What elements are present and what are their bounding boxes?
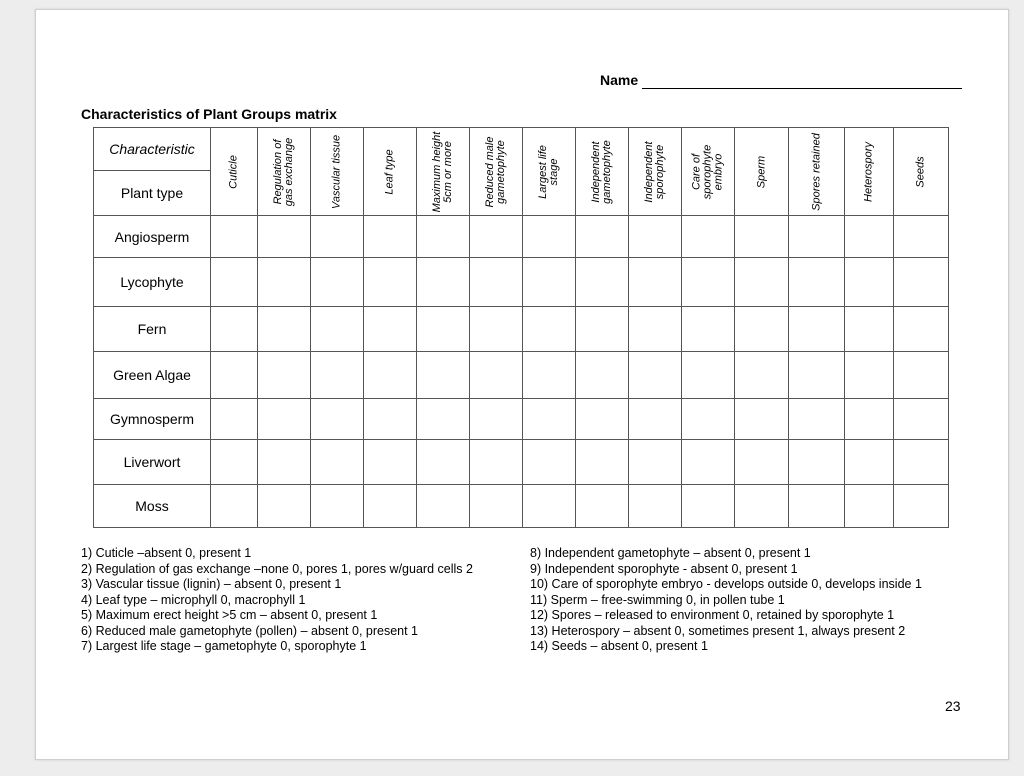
table-row bbox=[94, 216, 949, 258]
column-header bbox=[789, 128, 845, 216]
column-header-label: Regulation of gas exchange bbox=[272, 137, 295, 206]
legend-item: 8) Independent gametophyte – absent 0, present 1 bbox=[530, 546, 811, 560]
name-label: Name bbox=[600, 72, 639, 88]
table-row bbox=[94, 440, 949, 485]
column-header-label: Largest life stage bbox=[537, 144, 560, 199]
answer-cell[interactable] bbox=[211, 352, 258, 399]
answer-cell[interactable] bbox=[576, 258, 629, 307]
column-header bbox=[629, 128, 682, 216]
answer-cell[interactable] bbox=[364, 399, 417, 440]
answer-cell[interactable] bbox=[576, 352, 629, 399]
answer-cell[interactable] bbox=[845, 352, 894, 399]
column-header bbox=[894, 128, 949, 216]
legend-item: 13) Heterospory – absent 0, sometimes present 1, always present 2 bbox=[530, 623, 906, 638]
answer-cell[interactable] bbox=[417, 485, 470, 528]
characteristics-matrix bbox=[93, 127, 949, 528]
column-header-label: Leaf type bbox=[383, 148, 396, 195]
answer-cell[interactable] bbox=[682, 352, 735, 399]
table-row bbox=[94, 258, 949, 307]
answer-cell[interactable] bbox=[682, 307, 735, 352]
answer-cell[interactable] bbox=[629, 399, 682, 440]
answer-cell[interactable] bbox=[211, 485, 258, 528]
answer-cell[interactable] bbox=[576, 399, 629, 440]
answer-cell[interactable] bbox=[364, 307, 417, 352]
answer-cell[interactable] bbox=[735, 352, 789, 399]
legend-item: 3) Vascular tissue (lignin) – absent 0, present 1 bbox=[81, 577, 342, 591]
answer-cell[interactable] bbox=[364, 352, 417, 399]
answer-cell[interactable] bbox=[789, 440, 845, 485]
answer-cell[interactable] bbox=[629, 485, 682, 528]
answer-cell[interactable] bbox=[523, 399, 576, 440]
answer-cell[interactable] bbox=[523, 352, 576, 399]
answer-cell[interactable] bbox=[735, 258, 789, 307]
column-header bbox=[682, 128, 735, 216]
answer-cell[interactable] bbox=[417, 216, 470, 258]
page-number: 23 bbox=[945, 698, 961, 714]
column-header bbox=[845, 128, 894, 216]
answer-cell[interactable] bbox=[894, 440, 949, 485]
column-header bbox=[211, 128, 258, 216]
answer-cell[interactable] bbox=[470, 216, 523, 258]
answer-cell[interactable] bbox=[311, 440, 364, 485]
answer-cell[interactable] bbox=[629, 440, 682, 485]
characteristic-header: Characteristic bbox=[94, 128, 211, 171]
answer-cell[interactable] bbox=[417, 307, 470, 352]
answer-cell[interactable] bbox=[470, 307, 523, 352]
answer-cell[interactable] bbox=[894, 258, 949, 307]
column-header-label: Independent sporophyte bbox=[643, 140, 666, 203]
answer-cell[interactable] bbox=[258, 216, 311, 258]
answer-cell[interactable] bbox=[894, 399, 949, 440]
column-header-label: Reduced male gametophyte bbox=[484, 136, 507, 207]
legend-item: 2) Regulation of gas exchange –none 0, pores 1, pores w/guard cells 2 bbox=[81, 561, 473, 576]
column-header bbox=[417, 128, 470, 216]
legend-item: 14) Seeds – absent 0, present 1 bbox=[530, 639, 708, 653]
answer-cell[interactable] bbox=[845, 399, 894, 440]
answer-cell[interactable] bbox=[470, 485, 523, 528]
legend-item: 12) Spores – released to environment 0, retained by sporophyte 1 bbox=[530, 608, 895, 622]
table-row bbox=[94, 307, 949, 352]
answer-cell[interactable] bbox=[682, 485, 735, 528]
answer-cell[interactable] bbox=[311, 399, 364, 440]
answer-cell[interactable] bbox=[789, 307, 845, 352]
column-header-label: Heterospory bbox=[862, 141, 875, 202]
answer-cell[interactable] bbox=[364, 258, 417, 307]
answer-cell[interactable] bbox=[364, 485, 417, 528]
answer-cell[interactable] bbox=[735, 399, 789, 440]
answer-cell[interactable] bbox=[211, 399, 258, 440]
plant-type-cell: Fern bbox=[94, 307, 211, 352]
answer-cell[interactable] bbox=[211, 440, 258, 485]
answer-cell[interactable] bbox=[311, 307, 364, 352]
plant-type-cell: Gymnosperm bbox=[94, 399, 211, 440]
answer-cell[interactable] bbox=[417, 399, 470, 440]
answer-cell[interactable] bbox=[311, 258, 364, 307]
column-header bbox=[735, 128, 789, 216]
answer-cell[interactable] bbox=[629, 216, 682, 258]
answer-cell[interactable] bbox=[789, 399, 845, 440]
column-header bbox=[364, 128, 417, 216]
legend-item: 4) Leaf type – microphyll 0, macrophyll 1 bbox=[81, 592, 306, 607]
answer-cell[interactable] bbox=[258, 352, 311, 399]
legend-item: 7) Largest life stage – gametophyte 0, sporophyte 1 bbox=[81, 639, 367, 653]
answer-cell[interactable] bbox=[470, 399, 523, 440]
answer-cell[interactable] bbox=[735, 307, 789, 352]
plant-type-cell: Moss bbox=[94, 485, 211, 528]
answer-cell[interactable] bbox=[894, 485, 949, 528]
answer-cell[interactable] bbox=[845, 440, 894, 485]
column-header bbox=[311, 128, 364, 216]
answer-cell[interactable] bbox=[845, 307, 894, 352]
answer-cell[interactable] bbox=[364, 440, 417, 485]
answer-cell[interactable] bbox=[894, 352, 949, 399]
answer-cell[interactable] bbox=[523, 440, 576, 485]
answer-cell[interactable] bbox=[845, 216, 894, 258]
answer-cell[interactable] bbox=[470, 258, 523, 307]
answer-cell[interactable] bbox=[258, 399, 311, 440]
legend-left-column bbox=[81, 546, 473, 655]
answer-cell[interactable] bbox=[258, 307, 311, 352]
answer-cell[interactable] bbox=[735, 216, 789, 258]
answer-cell[interactable] bbox=[311, 485, 364, 528]
answer-cell[interactable] bbox=[211, 216, 258, 258]
answer-cell[interactable] bbox=[258, 258, 311, 307]
answer-cell[interactable] bbox=[258, 440, 311, 485]
table-row bbox=[94, 485, 949, 528]
plant-type-cell: Liverwort bbox=[94, 440, 211, 485]
page-title: Characteristics of Plant Groups matrix bbox=[81, 106, 337, 122]
answer-cell[interactable] bbox=[523, 307, 576, 352]
answer-cell[interactable] bbox=[258, 485, 311, 528]
column-header bbox=[258, 128, 311, 216]
answer-cell[interactable] bbox=[629, 307, 682, 352]
answer-cell[interactable] bbox=[845, 258, 894, 307]
answer-cell[interactable] bbox=[682, 399, 735, 440]
answer-cell[interactable] bbox=[523, 216, 576, 258]
column-header-label: Seeds bbox=[914, 155, 927, 188]
column-header bbox=[523, 128, 576, 216]
column-header-label: Spores retained bbox=[810, 132, 822, 211]
answer-cell[interactable] bbox=[789, 352, 845, 399]
table-row bbox=[94, 399, 949, 440]
answer-cell[interactable] bbox=[576, 485, 629, 528]
answer-cell[interactable] bbox=[629, 352, 682, 399]
answer-cell[interactable] bbox=[417, 440, 470, 485]
answer-cell[interactable] bbox=[523, 485, 576, 528]
answer-cell[interactable] bbox=[311, 352, 364, 399]
worksheet-page bbox=[35, 9, 1009, 760]
answer-cell[interactable] bbox=[735, 440, 789, 485]
answer-cell[interactable] bbox=[789, 485, 845, 528]
plant-type-cell: Green Algae bbox=[94, 352, 211, 399]
answer-cell[interactable] bbox=[364, 216, 417, 258]
answer-cell[interactable] bbox=[789, 216, 845, 258]
name-blank-line bbox=[642, 88, 962, 89]
answer-cell[interactable] bbox=[576, 307, 629, 352]
column-header-label: Independent gametophyte bbox=[590, 139, 613, 204]
legend-item: 11) Sperm – free-swimming 0, in pollen tube 1 bbox=[530, 592, 785, 607]
legend-item: 5) Maximum erect height >5 cm – absent 0, present 1 bbox=[81, 608, 378, 622]
answer-cell[interactable] bbox=[470, 352, 523, 399]
column-header-label: Sperm bbox=[755, 155, 767, 188]
column-header-label: Cuticle bbox=[227, 154, 240, 189]
answer-cell[interactable] bbox=[576, 216, 629, 258]
plant-type-header: Plant type bbox=[94, 171, 211, 216]
answer-cell[interactable] bbox=[417, 352, 470, 399]
answer-cell[interactable] bbox=[845, 485, 894, 528]
answer-cell[interactable] bbox=[682, 258, 735, 307]
answer-cell[interactable] bbox=[682, 216, 735, 258]
answer-cell[interactable] bbox=[311, 216, 364, 258]
answer-cell[interactable] bbox=[682, 440, 735, 485]
table-row bbox=[94, 352, 949, 399]
answer-cell[interactable] bbox=[523, 258, 576, 307]
answer-cell[interactable] bbox=[894, 216, 949, 258]
plant-type-cell: Lycophyte bbox=[94, 258, 211, 307]
answer-cell[interactable] bbox=[211, 307, 258, 352]
answer-cell[interactable] bbox=[470, 440, 523, 485]
legend-item: 9) Independent sporophyte - absent 0, present 1 bbox=[530, 561, 798, 576]
answer-cell[interactable] bbox=[417, 258, 470, 307]
answer-cell[interactable] bbox=[735, 485, 789, 528]
plant-type-cell: Angiosperm bbox=[94, 216, 211, 258]
legend-item: 6) Reduced male gametophyte (pollen) – absent 0, present 1 bbox=[81, 623, 419, 638]
answer-cell[interactable] bbox=[789, 258, 845, 307]
column-header bbox=[470, 128, 523, 216]
legend-item: 10) Care of sporophyte embryo - develops outside 0, develops inside 1 bbox=[530, 577, 922, 591]
legend-right-column bbox=[530, 546, 922, 655]
column-header-label: Care of sporophyte embryo bbox=[690, 144, 725, 199]
answer-cell[interactable] bbox=[894, 307, 949, 352]
column-header-label: Maximum height 5cm or more bbox=[431, 131, 454, 212]
answer-cell[interactable] bbox=[211, 258, 258, 307]
answer-cell[interactable] bbox=[629, 258, 682, 307]
column-header bbox=[576, 128, 629, 216]
column-header-label: Vascular tissue bbox=[330, 134, 343, 209]
legend-item: 1) Cuticle –absent 0, present 1 bbox=[81, 546, 252, 560]
answer-cell[interactable] bbox=[576, 440, 629, 485]
